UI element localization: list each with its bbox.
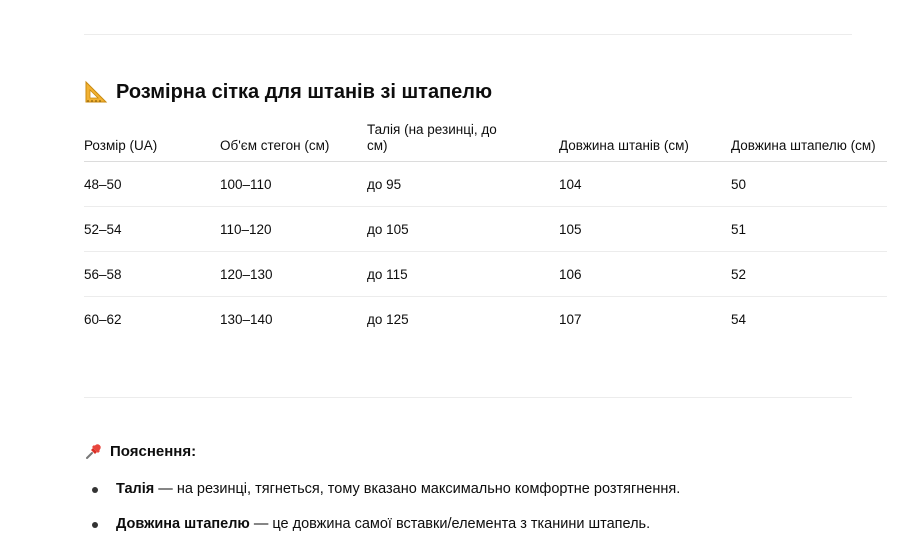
note-term: Довжина штапелю xyxy=(116,516,250,532)
table-cell: 50 xyxy=(731,162,887,207)
note-term: Талія xyxy=(116,481,155,497)
table-row xyxy=(84,297,887,342)
table-cell: 51 xyxy=(731,207,887,252)
list-item xyxy=(84,509,884,544)
table-cell: 54 xyxy=(731,311,747,327)
table-cell: 106 xyxy=(559,252,731,297)
table-cell: 107 xyxy=(559,311,582,327)
table-cell: до 115 xyxy=(367,252,559,297)
table-cell: 105 xyxy=(559,207,731,252)
triangular-ruler-icon xyxy=(84,80,108,104)
table-cell: до 105 xyxy=(367,207,559,252)
table-cell: 56–58 xyxy=(84,252,220,297)
table-cell: 104 xyxy=(559,162,731,207)
table-cell: 120–130 xyxy=(220,252,367,297)
pushpin-icon xyxy=(84,441,104,461)
table-row xyxy=(84,162,887,207)
list-item xyxy=(84,474,884,509)
notes-title: Пояснення: xyxy=(110,442,197,460)
table-row xyxy=(84,207,887,252)
heading-text: Розмірна сітка для штанів зі штапелю xyxy=(116,80,493,103)
size-chart-heading xyxy=(84,78,492,106)
column-header-insert-length: Довжина штапелю (см) xyxy=(731,118,887,162)
size-table xyxy=(84,118,887,341)
table-cell: 110–120 xyxy=(220,207,367,252)
table-row xyxy=(84,252,887,297)
note-text: — це довжина самої вставки/елемента з тканини штапель. xyxy=(249,516,651,532)
table-cell: 52–54 xyxy=(84,207,220,252)
table-cell: 100–110 xyxy=(220,162,367,207)
note-text: — на резинці, тягнеться, тому вказано максимально комфортне розтягнення. xyxy=(154,481,681,497)
notes-list xyxy=(84,474,884,544)
table-cell: 60–62 xyxy=(84,311,122,327)
table-header-row xyxy=(84,118,887,162)
table-cell: до 125 xyxy=(367,311,409,327)
table-cell: 48–50 xyxy=(84,162,220,207)
table-cell: 130–140 xyxy=(220,311,273,327)
notes-heading xyxy=(84,441,196,461)
top-divider xyxy=(84,34,852,35)
table-cell: 52 xyxy=(731,252,887,297)
table-cell: до 95 xyxy=(367,162,559,207)
column-header-size: Розмір (UA) xyxy=(84,118,220,162)
column-header-hips: Об'єм стегон (см) xyxy=(220,118,367,162)
column-header-trouser-length: Довжина штанів (см) xyxy=(559,118,731,162)
column-header-waist: Талія (на резинці, до см) xyxy=(367,118,559,162)
section-divider xyxy=(84,397,852,398)
